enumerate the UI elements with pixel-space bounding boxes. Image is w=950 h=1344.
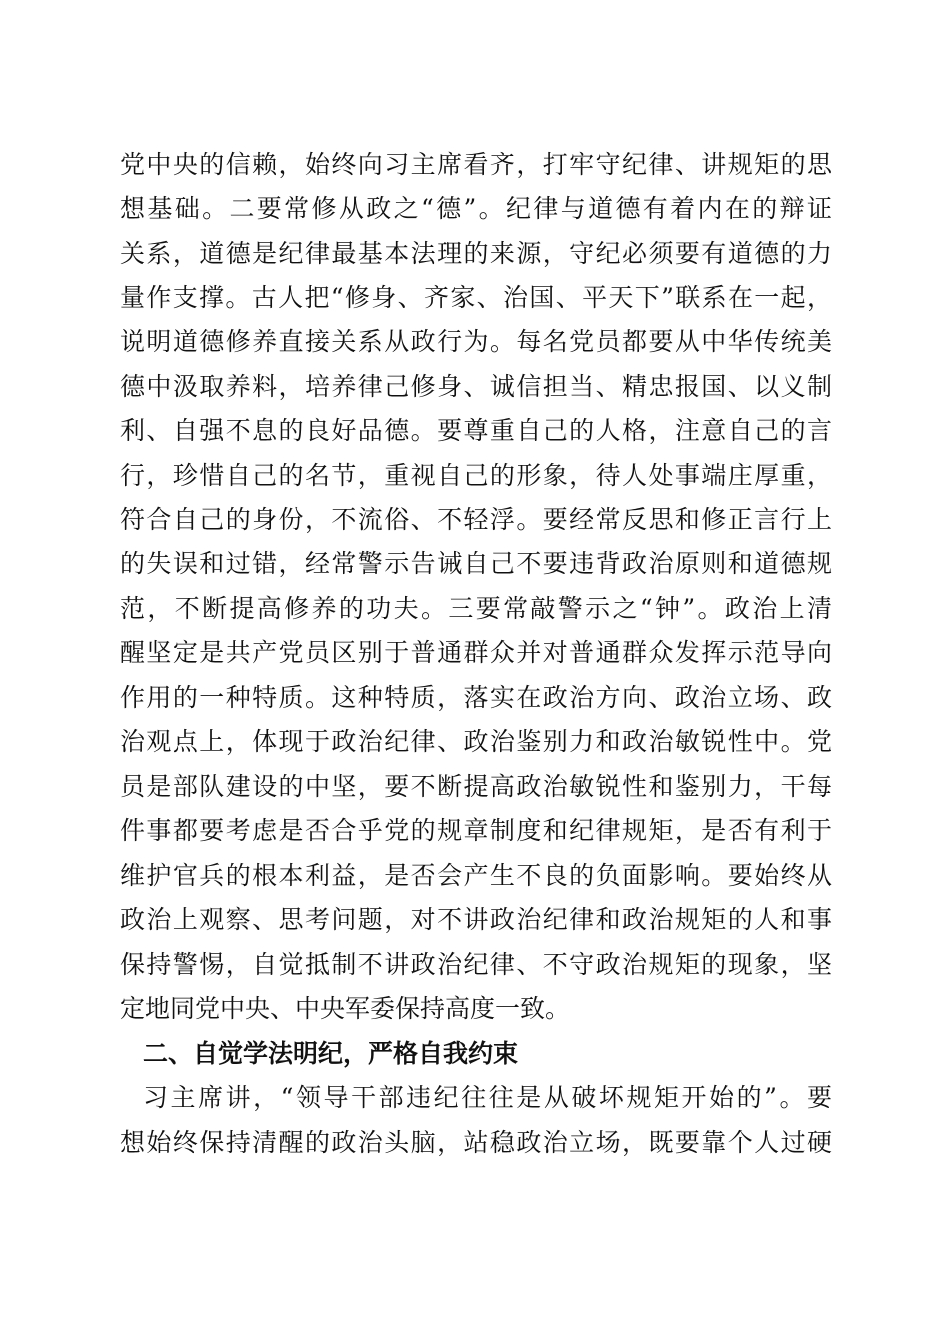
body-line: 保持警惕，自觉抵制不讲政治纪律、不守政治规矩的现象，坚 — [120, 950, 832, 979]
body-line: 治观点上，体现于政治纪律、政治鉴别力和政治敏锐性中。党 — [120, 727, 832, 756]
body-line: 想始终保持清醒的政治头脑，站稳政治立场，既要靠个人过硬 — [120, 1128, 832, 1157]
body-line: 行，珍惜自己的名节，重视自己的形象，待人处事端庄厚重， — [120, 461, 832, 490]
body-line: 量作支撑。古人把“修身、齐家、治国、平天下”联系在一起， — [120, 283, 832, 312]
body-line: 维护官兵的根本利益，是否会产生不良的负面影响。要始终从 — [120, 861, 832, 890]
body-line: 说明道德修养直接关系从政行为。每名党员都要从中华传统美 — [120, 327, 832, 356]
body-line: 习主席讲，“领导干部违纪往往是从破坏规矩开始的”。要 — [143, 1083, 832, 1112]
body-line: 想基础。二要常修从政之“德”。纪律与道德有着内在的辩证 — [120, 194, 832, 223]
body-line: 件事都要考虑是否合乎党的规章制度和纪律规矩，是否有利于 — [120, 816, 832, 845]
body-line: 符合自己的身份，不流俗、不轻浮。要经常反思和修正言行上 — [120, 505, 832, 534]
body-line: 范，不断提高修养的功夫。三要常敲警示之“钟”。政治上清 — [120, 594, 832, 623]
body-line: 党中央的信赖，始终向习主席看齐，打牢守纪律、讲规矩的思 — [120, 150, 832, 179]
body-line: 定地同党中央、中央军委保持高度一致。 — [120, 994, 571, 1023]
section-heading: 二、自觉学法明纪，严格自我约束 — [143, 1039, 519, 1068]
body-line: 醒坚定是共产党员区别于普通群众并对普通群众发挥示范导向 — [120, 638, 832, 667]
body-line: 关系，道德是纪律最基本法理的来源，守纪必须要有道德的力 — [120, 239, 832, 268]
body-line: 作用的一种特质。这种特质，落实在政治方向、政治立场、政 — [120, 683, 832, 712]
body-line: 员是部队建设的中坚，要不断提高政治敏锐性和鉴别力，干每 — [120, 772, 832, 801]
body-line: 利、自强不息的良好品德。要尊重自己的人格，注意自己的言 — [120, 416, 832, 445]
body-line: 德中汲取养料，培养律己修身、诚信担当、精忠报国、以义制 — [120, 372, 832, 401]
body-line: 的失误和过错，经常警示告诫自己不要违背政治原则和道德规 — [120, 549, 832, 578]
body-line: 政治上观察、思考问题，对不讲政治纪律和政治规矩的人和事 — [120, 905, 832, 934]
